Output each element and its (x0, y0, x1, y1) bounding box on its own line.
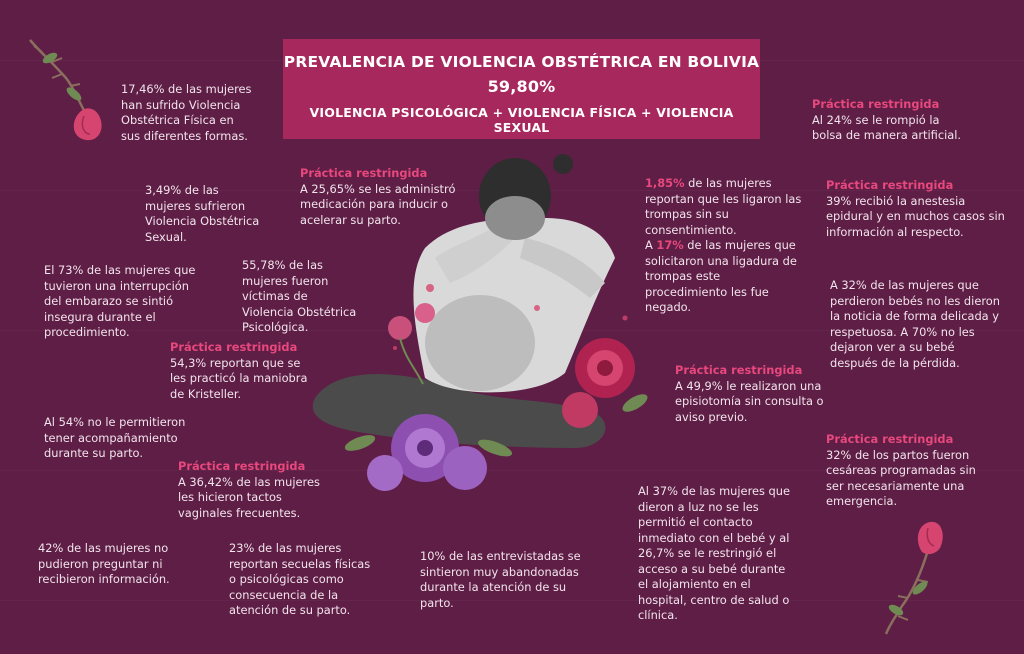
stat-episiotomia (675, 363, 835, 425)
stat-text: A 32% de las mujeres que perdieron bebés no les dieron la noticia de forma delicada y respetuosa. A 70% no les dejaron ver a su bebé después de la pérdida. (830, 278, 1000, 370)
title-percentage: 59,80% (487, 77, 556, 96)
restricted-label: Práctica restringida (170, 340, 298, 354)
stat-trompas (645, 176, 805, 316)
stat-text: 42% de las mujeres no pudieron preguntar ni recibieron información. (38, 541, 170, 586)
stat-contacto (638, 484, 798, 624)
stat-highlight: 17% (656, 238, 684, 252)
stat-text (645, 238, 805, 316)
stat-kristeller (170, 340, 310, 402)
restricted-label: Práctica restringida (300, 166, 428, 180)
stat-text: 54,3% reportan que se les practicó la maniobra de Kristeller. (170, 355, 308, 401)
stat-acompanamiento (44, 415, 204, 462)
restricted-label: Práctica restringida (675, 363, 803, 377)
stat-abandonadas (420, 549, 590, 611)
stat-text: El 73% de las mujeres que tuvieron una interrupción del embarazo se sintió insegura durante el procedimiento. (44, 263, 196, 339)
stat-text: 17,46% de las mujeres han sufrido Violencia Obstétrica Física en sus diferentes formas. (121, 82, 252, 143)
title-subheading: VIOLENCIA PSICOLÓGICA + VIOLENCIA FÍSICA + VIOLENCIA SEXUAL (309, 105, 734, 135)
stat-bolsa (812, 97, 972, 144)
stat-text: A 36,42% de las mujeres les hicieron tactos vaginales frecuentes. (178, 474, 320, 520)
stat-body: de las mujeres que solicitaron una ligadura de trompas este procedimiento les fue negado. (645, 238, 797, 314)
stat-text: 10% de las entrevistadas se sintieron muy abandonadas durante la atención de su parto. (420, 549, 581, 610)
stat-text: 39% recibió la anestesia epidural y en muchos casos sin información al respecto. (826, 193, 1005, 239)
stat-interrupcion (44, 263, 204, 341)
stat-informacion (38, 541, 208, 588)
stat-secuelas (229, 541, 379, 619)
stat-medicacion (300, 166, 470, 228)
stat-text: 3,49% de las mujeres sufrieron Violencia Obstétrica Sexual. (145, 183, 260, 244)
stat-text: Al 54% no le permitieron tener acompañamiento durante su parto. (44, 415, 186, 460)
stat-body: de las mujeres reportan que les ligaron las trompas sin su consentimiento. (645, 176, 802, 237)
stat-psicologica (242, 258, 362, 336)
stat-text: 32% de los partos fueron cesáreas programadas sin ser necesariamente una emergencia. (826, 447, 976, 508)
stat-text: A 25,65% se les administró medicación para inducir o acelerar su parto. (300, 181, 456, 227)
title-heading: PREVALENCIA DE VIOLENCIA OBSTÉTRICA EN BOLIVIA (283, 53, 760, 71)
rose-stem-icon (22, 34, 104, 144)
title-box (283, 39, 760, 139)
stat-tactos (178, 459, 328, 521)
stat-text (645, 176, 805, 238)
stat-text: A 49,9% le realizaron una episiotomía sin consulta o aviso previo. (675, 378, 824, 424)
stat-text: 23% de las mujeres reportan secuelas físicas o psicológicas como consecuencia de la atención de su parto. (229, 541, 371, 617)
stat-prefix: A (645, 238, 657, 252)
restricted-label: Práctica restringida (826, 178, 954, 192)
stat-text: Al 24% se le rompió la bolsa de manera artificial. (812, 112, 962, 142)
rose-stem-icon (878, 520, 948, 640)
stat-sexual (145, 183, 265, 245)
stat-bebes (830, 278, 1000, 371)
stat-highlight: 1,85% (645, 176, 685, 190)
restricted-label: Práctica restringida (812, 97, 940, 111)
restricted-label: Práctica restringida (178, 459, 306, 473)
stat-fisica (121, 82, 256, 144)
restricted-label: Práctica restringida (826, 432, 954, 446)
stat-text: 55,78% de las mujeres fueron víctimas de Violencia Obstétrica Psicológica. (242, 258, 357, 334)
stat-text: Al 37% de las mujeres que dieron a luz no se les permitió el contacto inmediato con el bebé y al 26,7% se le restringió el acceso a su bebé durante el alojamiento en el hospital, centro de salud o clínica. (638, 484, 791, 622)
stat-cesareas (826, 432, 986, 510)
stat-anestesia (826, 178, 1006, 240)
